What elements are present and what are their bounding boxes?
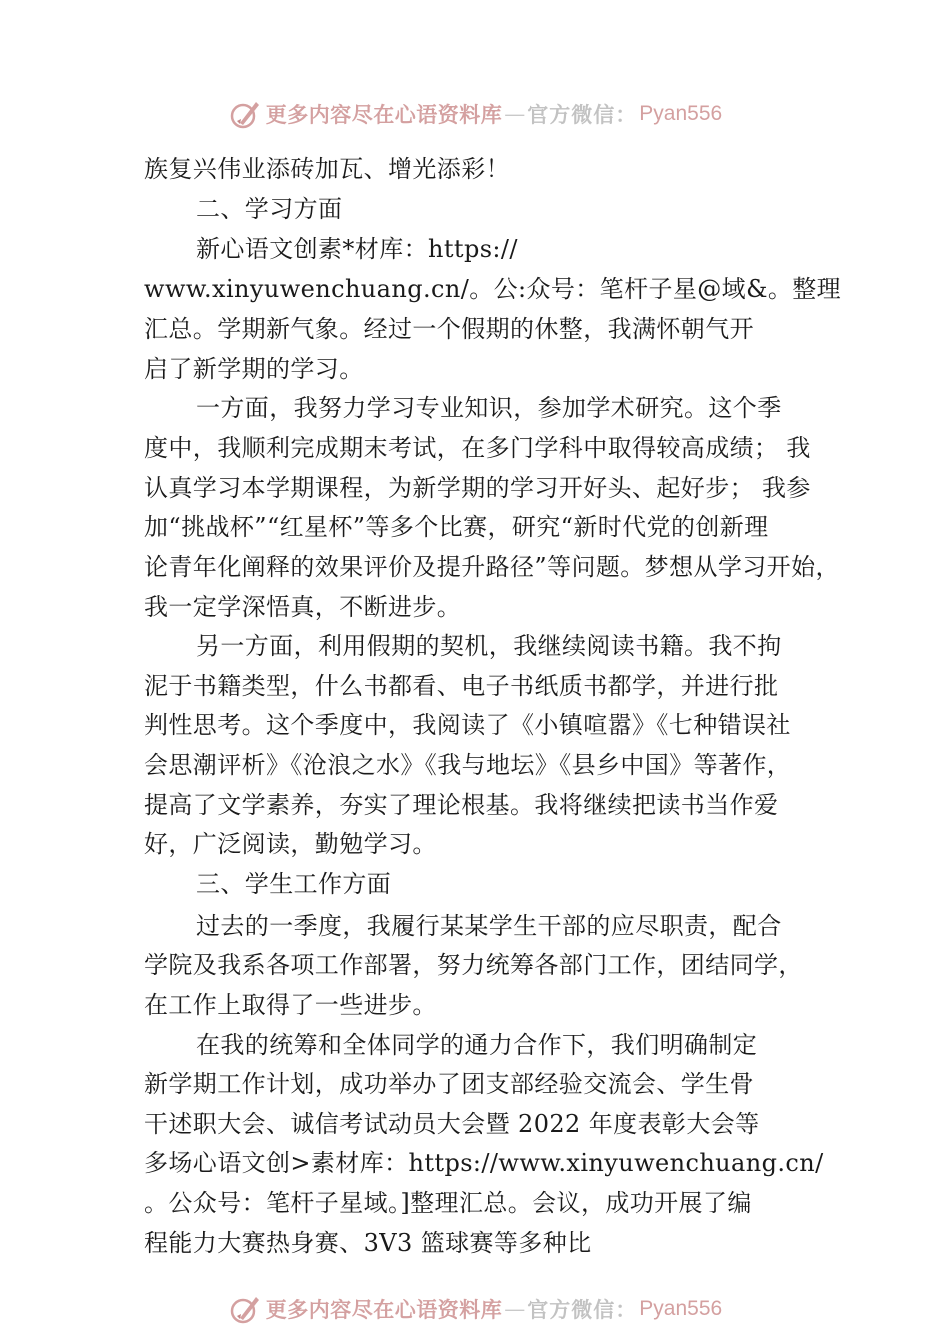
text-line: 族复兴伟业添砖加瓦、增光添彩！: [144, 155, 510, 183]
text-line: 学院及我系各项工作部署，努力统筹各部门工作，团结同学，: [144, 951, 803, 979]
text-line: 加“挑战杯”“红星杯”等多个比赛，研究“新时代党的创新理: [144, 513, 769, 541]
text-line: 度中，我顺利完成期末考试，在多门学科中取得较高成绩； 我: [144, 434, 811, 462]
text-line: 认真学习本学期课程，为新学期的学习开好头、起好步； 我参: [144, 474, 811, 502]
text-line: 泥于书籍类型，什么书都看、电子书纸质书都学，并进行批: [144, 672, 779, 700]
text-line: 提高了文学素养，夯实了理论根基。我将继续把读书当作爱: [144, 791, 779, 819]
watermark-separator: —: [504, 102, 526, 126]
text-line: 。公众号：笔杆子星域。]整理汇总。会议，成功开展了编: [144, 1189, 752, 1217]
text-line: 新心语文创素*材库：https://: [196, 235, 518, 263]
quill-pen-icon: [228, 1292, 262, 1326]
text-line: 汇总。学期新气象。经过一个假期的休整，我满怀朝气开: [144, 315, 754, 343]
watermark-wechat-id: Pyan556: [639, 1297, 723, 1320]
text-line: 新学期工作计划，成功举办了团支部经验交流会、学生骨: [144, 1070, 754, 1098]
text-line: 干述职大会、诚信考试动员大会暨 2022 年度表彰大会等: [144, 1110, 760, 1138]
section-heading-study: 二、学习方面: [196, 195, 343, 223]
text-line: 判性思考。这个季度中，我阅读了《小镇喧嚣》《七种错误社: [144, 711, 791, 739]
section-heading-student-work: 三、学生工作方面: [196, 870, 392, 898]
text-line: www.xinyuwenchuang.cn/。公:众号：笔杆子星@域&。整理: [144, 275, 842, 303]
text-line: 在我的统筹和全体同学的通力合作下，我们明确制定: [196, 1031, 758, 1059]
quill-pen-icon: [228, 97, 262, 131]
watermark-wechat-label: 官方微信：: [527, 102, 638, 127]
text-line: 过去的一季度，我履行某某学生干部的应尽职责，配合: [196, 912, 782, 940]
watermark-wechat-label: 官方微信：: [527, 1297, 638, 1322]
text-line: 我一定学深悟真，不断进步。: [144, 593, 462, 621]
watermark-banner-top: [0, 94, 950, 134]
text-line: 好，广泛阅读，勤勉学习。: [144, 830, 437, 858]
text-line: 多场心语文创>素材库：https://www.xinyuwenchuang.cn/: [144, 1149, 824, 1177]
text-line: 在工作上取得了一些进步。: [144, 991, 437, 1019]
text-line: 论青年化阐释的效果评价及提升路径”等问题。梦想从学习开始，: [144, 553, 840, 581]
watermark-text: 更多内容尽在心语资料库: [265, 1297, 503, 1322]
watermark-separator: —: [504, 1297, 526, 1321]
text-line: 程能力大赛热身赛、3V3 篮球赛等多种比: [144, 1229, 592, 1257]
text-line: 会思潮评析》《沧浪之水》《我与地坛》《县乡中国》等著作，: [144, 751, 792, 779]
text-line: 一方面，我努力学习专业知识，参加学术研究。这个季: [196, 394, 782, 422]
watermark-wechat-id: Pyan556: [639, 102, 723, 125]
text-line: 另一方面，利用假期的契机，我继续阅读书籍。我不拘: [196, 632, 782, 660]
text-line: 启了新学期的学习。: [144, 355, 364, 383]
watermark-banner-bottom: [0, 1289, 950, 1329]
watermark-text: 更多内容尽在心语资料库: [265, 102, 503, 127]
